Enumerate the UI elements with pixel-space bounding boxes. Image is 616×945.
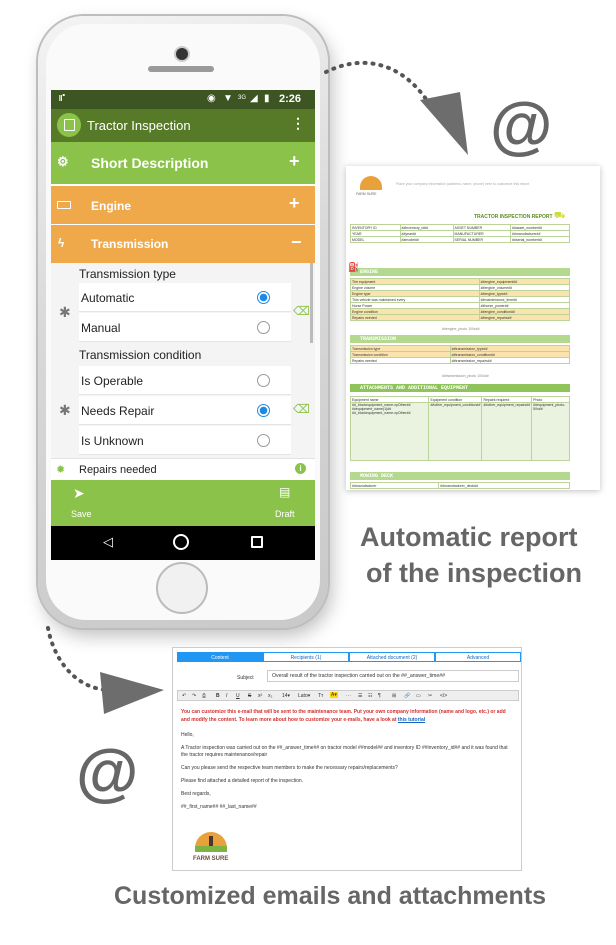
at-symbol-icon: @ [490, 89, 553, 161]
caption-report-line2: of the inspection [366, 558, 582, 588]
report-mowing-table: ##manufacturer ##manufacturer_deck## [350, 482, 570, 489]
arrowhead-email [100, 672, 164, 714]
document-icon: ▤ [279, 485, 291, 499]
toolbar-link-icon[interactable]: 🔗 [404, 693, 411, 699]
email-body[interactable]: Hello, A Tractor inspection was carried out on the ##_answer_time## on tractor model ##model## and inventory ID ##inventory_id## and it was found that the tractor requires maintenance/repair Can you please send the respective team members to make the necessary repairs/replacements? Please find attached a detailed report of the inspection. Best regards, ##_first_name## ##_last_name## [181, 732, 508, 810]
toolbar-superscript-icon[interactable]: x² [258, 693, 263, 699]
field-label-transmission-condition: Transmission condition [79, 348, 202, 362]
toolbar-bold-icon[interactable]: B [216, 693, 220, 699]
lightning-icon: ϟ [58, 236, 65, 250]
tab-recipients[interactable]: Recipients (1) [263, 652, 349, 662]
section-title: Short Description [91, 155, 209, 171]
subject-input[interactable]: Overall result of the tractor inspection carried out on the ##_answer_time## [267, 670, 519, 682]
engine-photo-placeholder: ##engine_photo 100x## [442, 327, 480, 331]
draft-label: Draft [275, 509, 295, 519]
report-section-transmission: TRANSMISSION [350, 335, 570, 343]
toolbar-more-icon[interactable]: ⋯ [346, 693, 351, 699]
network-type: 3G [238, 95, 247, 101]
toolbar-italic-icon[interactable]: I [226, 693, 228, 699]
engine-icon: ⛽ [348, 262, 360, 272]
expand-plus-icon[interactable]: + [289, 151, 300, 171]
back-icon[interactable]: ◁ [103, 534, 113, 549]
caption-report-line1: Automatic report [360, 522, 578, 552]
subject-label: Subject [237, 675, 254, 681]
editor-toolbar [177, 690, 519, 701]
toolbar-undo-icon[interactable]: ↶ [182, 693, 187, 699]
tab-advanced[interactable]: Advanced [435, 652, 521, 662]
notification-icon: ⑈ [59, 93, 65, 104]
send-icon: ➤ [73, 485, 85, 501]
toolbar-text-case-icon[interactable]: Tт [318, 693, 324, 699]
report-attachments-table: Equipment name Equipment condition Repairs required Photo ##_blockequipment_name-xpOther## ##equipment_name(1)## ##_blockequipment_name-xpOther## ##other_equipment_condition## ##other_equipment_repairs## ##equipment_photo-50x## [350, 396, 570, 461]
option-label: Is Operable [81, 374, 144, 388]
option-label: Needs Repair [81, 404, 155, 418]
report-title: TRACTOR INSPECTION REPORT [474, 214, 553, 220]
at-symbol-icon: @ [76, 736, 139, 808]
dotted-arrow-to-email [48, 628, 110, 690]
arrowhead-report [420, 92, 468, 155]
status-time: 2:26 [279, 93, 302, 105]
customization-note: You can customize this e-mail that will be sent to the maintenance team. Put your own company information (name and logo, etc.) or add and modify the content. To learn more about how to customize your e-mails, have a look at this tutorial [181, 709, 506, 723]
toolbar-redo-icon[interactable]: ↷ [192, 693, 197, 699]
toolbar-strike-icon[interactable]: S [248, 693, 252, 699]
save-label: Save [71, 509, 92, 519]
toolbar-cut-icon[interactable]: ✂ [428, 693, 433, 699]
field-label: Repairs needed [79, 464, 157, 476]
inspection-report-document [346, 166, 600, 490]
signal-icon: ◢ [250, 93, 258, 104]
report-section-attachments: ATTACHMENTS AND ADDITIONAL EQUIPMENT [350, 384, 570, 392]
toolbar-table-icon[interactable]: ⊞ [392, 693, 397, 699]
gears-icon: ⚙ [57, 154, 69, 169]
email-logo-text: FARM SURE [193, 856, 229, 862]
app-title: Tractor Inspection [87, 118, 191, 133]
option-label: Manual [81, 321, 121, 335]
toolbar-underline-icon[interactable]: U [236, 693, 240, 699]
toolbar-font-size-select[interactable]: 14▾ [282, 693, 291, 699]
battery-icon: ▮ [264, 93, 270, 104]
toolbar-code-icon[interactable]: </> [440, 693, 448, 699]
tutorial-link[interactable]: this tutorial [397, 717, 426, 723]
section-title: Engine [91, 199, 132, 213]
section-title: Transmission [91, 237, 169, 251]
report-header-note: Place your company information (address, name, phone) here to customize this report [396, 182, 530, 186]
toolbar-color-icon[interactable]: A▾ [331, 692, 337, 698]
gear-icon: ✹ [56, 464, 66, 476]
option-label: Is Unknown [81, 434, 144, 448]
toolbar-numbered-list-icon[interactable]: ☷ [368, 693, 373, 699]
toolbar-list-icon[interactable]: ☰ [358, 693, 363, 699]
eraser-icon[interactable]: ⌫ [293, 402, 310, 416]
tab-content[interactable]: Content [177, 652, 263, 662]
report-logo-text: FARM SURE [356, 192, 377, 196]
overflow-menu-icon[interactable]: ⋮ [291, 115, 305, 131]
toolbar-subscript-icon[interactable]: x₂ [268, 693, 273, 699]
toolbar-print-icon[interactable]: ⎙ [202, 693, 207, 699]
report-section-mowing-deck: MOWING DECK [350, 472, 570, 480]
sync-icon: ◉ [207, 93, 216, 104]
dotted-arrow-to-report [326, 63, 428, 102]
expand-plus-icon[interactable]: + [289, 193, 300, 213]
farm-logo [360, 176, 382, 190]
info-icon[interactable]: i [295, 463, 306, 474]
collapse-minus-icon[interactable]: − [291, 232, 302, 252]
farm-logo [195, 832, 227, 852]
tractor-icon: ⛟ [554, 210, 566, 220]
report-info-table: INVENTORY ID ##inventory_id## ASSET NUMBER ##asset_number## YEAR ##year## MANUFACTURER ##manufacturer## MODEL ##model## SERIAL NUMBER ##serial_number## [350, 224, 570, 243]
required-asterisk-icon: ✱ [59, 304, 71, 320]
toolbar-font-family-select[interactable]: Lato▾ [298, 693, 311, 699]
required-asterisk-icon: ✱ [59, 402, 71, 418]
email-editor [172, 647, 522, 871]
wifi-icon: ▼ [223, 93, 233, 104]
option-label: Automatic [81, 291, 135, 305]
field-label-transmission-type: Transmission type [79, 267, 176, 281]
report-section-engine: ENGINE [350, 268, 570, 276]
eraser-icon[interactable]: ⌫ [293, 304, 310, 318]
transmission-photo-placeholder: ##transmission_photo 100x## [442, 374, 489, 378]
report-engine-table: The equipment ##engine_equipment## Engine volume ##engine_volume## Engine type ##engine_type## This vehicle was maintained every ##maintenance_time## Horse Power ##horse_power## Engine condition ##engine_condition## Repairs needed ##engine_repairs## [350, 278, 570, 321]
toolbar-paragraph-icon[interactable]: ¶ [378, 693, 381, 699]
report-transmission-table: Transmission type ##transmission_type## Transmission condition ##transmission_condition## Repairs needed ##transmission_repairs## [350, 345, 570, 364]
tab-attached-document[interactable]: Attached document (2) [349, 652, 435, 662]
toolbar-image-icon[interactable]: ▭ [416, 693, 421, 699]
caption-emails: Customized emails and attachments [114, 882, 547, 910]
